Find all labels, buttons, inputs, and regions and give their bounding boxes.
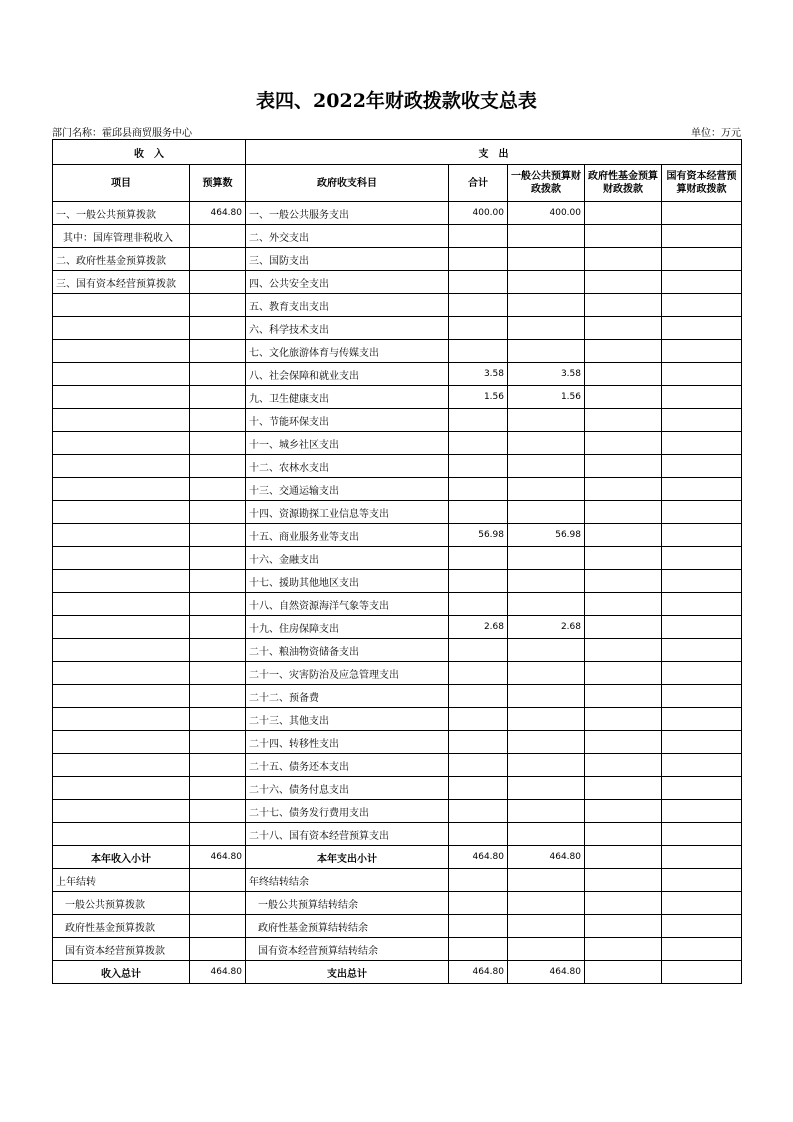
table-row <box>53 547 742 570</box>
expense-total-cell <box>449 478 508 501</box>
expense-fund-cell <box>585 248 662 271</box>
expense-total-cell <box>449 639 508 662</box>
income-item-cell: 三、国有资本经营预算拨款 <box>53 271 190 294</box>
expense-general-cell <box>508 685 585 708</box>
expense-soe-cell <box>662 225 742 248</box>
table-row <box>53 271 742 294</box>
expense-fund-cell <box>585 800 662 823</box>
income-item-cell: 一、一般公共预算拨款 <box>53 202 190 225</box>
expense-general-cell <box>508 478 585 501</box>
expense-total-cell: 56.98 <box>449 524 508 547</box>
carry-expense-general <box>508 938 585 961</box>
income-amount-cell <box>190 685 246 708</box>
income-item-cell <box>53 708 190 731</box>
expense-soe-cell <box>662 409 742 432</box>
table-row <box>53 455 742 478</box>
expense-subject-cell: 二十三、其他支出 <box>246 708 449 731</box>
expense-soe-cell <box>662 202 742 225</box>
income-amount-cell <box>190 363 246 386</box>
income-item-cell <box>53 800 190 823</box>
expense-general-cell: 56.98 <box>508 524 585 547</box>
carry-income-cell: 上年结转 <box>53 869 190 892</box>
expense-general-cell: 2.68 <box>508 616 585 639</box>
expense-fund-cell <box>585 340 662 363</box>
expense-general-cell <box>508 800 585 823</box>
carry-row <box>53 915 742 938</box>
table-row <box>53 731 742 754</box>
table-row <box>53 340 742 363</box>
expense-general-cell <box>508 225 585 248</box>
expense-general-cell <box>508 777 585 800</box>
income-amount-cell <box>190 570 246 593</box>
expense-subject-cell: 二十七、债务发行费用支出 <box>246 800 449 823</box>
expense-general-cell <box>508 455 585 478</box>
carry-expense-total <box>449 915 508 938</box>
carry-row <box>53 938 742 961</box>
expense-total-label: 支出总计 <box>246 961 449 984</box>
carry-expense-general <box>508 892 585 915</box>
expense-fund-cell <box>585 271 662 294</box>
income-amount-cell <box>190 731 246 754</box>
table-row <box>53 593 742 616</box>
expense-general-cell <box>508 271 585 294</box>
carry-expense-cell: 年终结转结余 <box>246 869 449 892</box>
income-total-label: 收入总计 <box>53 961 190 984</box>
expense-total-cell: 1.56 <box>449 386 508 409</box>
expense-total-cell <box>449 731 508 754</box>
income-item-cell <box>53 363 190 386</box>
table-row <box>53 202 742 225</box>
income-item-cell <box>53 340 190 363</box>
expense-total-cell <box>449 248 508 271</box>
expense-fund-cell <box>585 593 662 616</box>
carry-income-cell: 一般公共预算拨款 <box>53 892 190 915</box>
expense-fund-cell <box>585 501 662 524</box>
carry-expense-fund <box>585 892 662 915</box>
expense-total-cell <box>449 501 508 524</box>
income-amount-cell <box>190 317 246 340</box>
table-row <box>53 317 742 340</box>
carry-expense-total <box>449 938 508 961</box>
expense-subject-cell: 十五、商业服务业等支出 <box>246 524 449 547</box>
table-row <box>53 432 742 455</box>
expense-soe-cell <box>662 662 742 685</box>
budget-table <box>52 139 742 984</box>
expense-soe-cell <box>662 432 742 455</box>
income-amount-cell <box>190 593 246 616</box>
expense-soe-cell <box>662 294 742 317</box>
col-header-general: 一般公共预算财政拨款 <box>508 165 585 202</box>
table-row <box>53 754 742 777</box>
expense-subtotal-label: 本年支出小计 <box>246 846 449 869</box>
income-amount-cell <box>190 409 246 432</box>
expense-soe-cell <box>662 685 742 708</box>
expense-subtotal-total: 464.80 <box>449 846 508 869</box>
income-amount-cell <box>190 777 246 800</box>
expense-general-cell <box>508 731 585 754</box>
col-header-gov-subject: 政府收支科目 <box>246 165 449 202</box>
grand-total-row <box>53 961 742 984</box>
expense-fund-cell <box>585 570 662 593</box>
expense-total-cell <box>449 662 508 685</box>
expense-soe-cell <box>662 731 742 754</box>
carry-expense-fund <box>585 869 662 892</box>
income-amount-cell: 464.80 <box>190 202 246 225</box>
carry-income-amount <box>190 892 246 915</box>
col-header-soe: 国有资本经营预算财政拨款 <box>662 165 742 202</box>
expense-total-cell <box>449 225 508 248</box>
expense-soe-cell <box>662 754 742 777</box>
table-row <box>53 501 742 524</box>
expense-soe-cell <box>662 800 742 823</box>
income-item-cell <box>53 409 190 432</box>
income-item-cell <box>53 570 190 593</box>
expense-general-cell <box>508 639 585 662</box>
income-amount-cell <box>190 639 246 662</box>
carry-expense-cell: 一般公共预算结转结余 <box>246 892 449 915</box>
table-row <box>53 294 742 317</box>
expense-general-cell: 3.58 <box>508 363 585 386</box>
expense-general-cell <box>508 248 585 271</box>
expense-subject-cell: 七、文化旅游体育与传媒支出 <box>246 340 449 363</box>
expense-general-cell <box>508 547 585 570</box>
expense-soe-cell <box>662 616 742 639</box>
expense-subject-cell: 三、国防支出 <box>246 248 449 271</box>
expense-fund-cell <box>585 409 662 432</box>
expense-soe-cell <box>662 547 742 570</box>
income-subtotal-label: 本年收入小计 <box>53 846 190 869</box>
expense-total-cell <box>449 409 508 432</box>
expense-soe-cell <box>662 593 742 616</box>
carry-income-amount <box>190 938 246 961</box>
expense-total-fund <box>585 961 662 984</box>
expense-subject-cell: 二十四、转移性支出 <box>246 731 449 754</box>
expense-soe-cell <box>662 363 742 386</box>
carry-expense-general <box>508 915 585 938</box>
expense-soe-cell <box>662 317 742 340</box>
expense-total-cell <box>449 570 508 593</box>
carry-income-amount <box>190 869 246 892</box>
expense-total-cell <box>449 432 508 455</box>
income-amount-cell <box>190 478 246 501</box>
income-amount-cell <box>190 708 246 731</box>
expense-total-cell <box>449 271 508 294</box>
expense-subject-cell: 十二、农林水支出 <box>246 455 449 478</box>
expense-total-cell <box>449 294 508 317</box>
expense-subtotal-fund <box>585 846 662 869</box>
expense-fund-cell <box>585 202 662 225</box>
table-row <box>53 685 742 708</box>
income-item-cell <box>53 639 190 662</box>
expense-total-cell: 400.00 <box>449 202 508 225</box>
income-item-cell <box>53 547 190 570</box>
expense-fund-cell <box>585 432 662 455</box>
expense-total-cell <box>449 708 508 731</box>
expense-fund-cell <box>585 639 662 662</box>
income-item-cell <box>53 731 190 754</box>
income-amount-cell <box>190 248 246 271</box>
table-row <box>53 524 742 547</box>
table-row <box>53 386 742 409</box>
carry-expense-soe <box>662 869 742 892</box>
carry-income-cell: 国有资本经营预算拨款 <box>53 938 190 961</box>
income-amount-cell <box>190 294 246 317</box>
table-row <box>53 708 742 731</box>
income-amount-cell <box>190 501 246 524</box>
expense-subject-cell: 五、教育支出支出 <box>246 294 449 317</box>
income-item-cell <box>53 777 190 800</box>
carry-expense-general <box>508 869 585 892</box>
expense-soe-cell <box>662 639 742 662</box>
expense-total-cell <box>449 800 508 823</box>
expense-total-soe <box>662 961 742 984</box>
expense-soe-cell <box>662 248 742 271</box>
expense-general-cell <box>508 823 585 846</box>
expense-total-cell <box>449 754 508 777</box>
income-item-cell <box>53 317 190 340</box>
income-total-amount: 464.80 <box>190 961 246 984</box>
expense-fund-cell <box>585 294 662 317</box>
expense-general-cell <box>508 662 585 685</box>
expense-general-cell: 1.56 <box>508 386 585 409</box>
expense-fund-cell <box>585 823 662 846</box>
expense-total-cell <box>449 340 508 363</box>
expense-subject-cell: 十、节能环保支出 <box>246 409 449 432</box>
expense-subject-cell: 二十一、灾害防治及应急管理支出 <box>246 662 449 685</box>
income-item-cell <box>53 478 190 501</box>
expense-total-cell: 2.68 <box>449 616 508 639</box>
expense-general-cell <box>508 294 585 317</box>
income-amount-cell <box>190 455 246 478</box>
page-title: 表四、2022年财政拨款收支总表 <box>256 90 537 112</box>
income-item-cell: 二、政府性基金预算拨款 <box>53 248 190 271</box>
expense-fund-cell <box>585 317 662 340</box>
expense-fund-cell <box>585 708 662 731</box>
expense-soe-cell <box>662 570 742 593</box>
expense-total-cell <box>449 823 508 846</box>
expense-fund-cell <box>585 547 662 570</box>
expense-soe-cell <box>662 777 742 800</box>
col-header-item: 项目 <box>53 165 190 202</box>
expense-total-total: 464.80 <box>449 961 508 984</box>
expense-soe-cell <box>662 386 742 409</box>
table-row <box>53 800 742 823</box>
expense-subtotal-soe <box>662 846 742 869</box>
subtotal-row <box>53 846 742 869</box>
expense-soe-cell <box>662 455 742 478</box>
income-item-cell <box>53 524 190 547</box>
carry-expense-soe <box>662 892 742 915</box>
table-row <box>53 570 742 593</box>
carry-expense-cell: 国有资本经营预算结转结余 <box>246 938 449 961</box>
expense-subject-cell: 十四、资源勘探工业信息等支出 <box>246 501 449 524</box>
income-item-cell <box>53 593 190 616</box>
section-header-row <box>53 140 742 165</box>
expense-general-cell <box>508 570 585 593</box>
expense-subject-cell: 二十八、国有资本经营预算支出 <box>246 823 449 846</box>
income-item-cell: 其中：国库管理非税收入 <box>53 225 190 248</box>
income-subtotal-amount: 464.80 <box>190 846 246 869</box>
expense-soe-cell <box>662 823 742 846</box>
expense-subject-cell: 十六、金融支出 <box>246 547 449 570</box>
income-item-cell <box>53 754 190 777</box>
expense-total-cell <box>449 685 508 708</box>
expense-soe-cell <box>662 501 742 524</box>
income-amount-cell <box>190 823 246 846</box>
expense-total-cell <box>449 317 508 340</box>
income-amount-cell <box>190 754 246 777</box>
expense-subject-cell: 四、公共安全支出 <box>246 271 449 294</box>
expense-fund-cell <box>585 225 662 248</box>
income-item-cell <box>53 662 190 685</box>
table-row <box>53 777 742 800</box>
carry-expense-soe <box>662 938 742 961</box>
income-amount-cell <box>190 662 246 685</box>
table-row <box>53 662 742 685</box>
expense-subject-cell: 二十五、债务还本支出 <box>246 754 449 777</box>
carry-income-cell: 政府性基金预算拨款 <box>53 915 190 938</box>
table-row <box>53 616 742 639</box>
expense-fund-cell <box>585 662 662 685</box>
expense-subject-cell: 二十、粮油物资储备支出 <box>246 639 449 662</box>
income-item-cell <box>53 455 190 478</box>
carry-expense-fund <box>585 938 662 961</box>
expense-subject-cell: 二十六、债务付息支出 <box>246 777 449 800</box>
department-name: 部门名称：霍邱县商贸服务中心 <box>52 128 192 139</box>
expense-subject-cell: 十八、自然资源海洋气象等支出 <box>246 593 449 616</box>
carry-expense-total <box>449 869 508 892</box>
expense-total-cell <box>449 593 508 616</box>
expense-general-cell <box>508 432 585 455</box>
income-amount-cell <box>190 386 246 409</box>
expense-fund-cell <box>585 363 662 386</box>
expense-general-cell <box>508 409 585 432</box>
expense-subject-cell: 十九、住房保障支出 <box>246 616 449 639</box>
table-row <box>53 478 742 501</box>
expense-fund-cell <box>585 777 662 800</box>
expense-total-cell <box>449 777 508 800</box>
income-item-cell <box>53 432 190 455</box>
expense-total-cell <box>449 547 508 570</box>
carry-row <box>53 869 742 892</box>
expense-subject-cell: 十三、交通运输支出 <box>246 478 449 501</box>
carry-row <box>53 892 742 915</box>
income-item-cell <box>53 501 190 524</box>
expense-subject-cell: 十七、援助其他地区支出 <box>246 570 449 593</box>
income-amount-cell <box>190 340 246 363</box>
expense-general-cell <box>508 501 585 524</box>
expense-soe-cell <box>662 708 742 731</box>
expense-fund-cell <box>585 616 662 639</box>
table-row <box>53 639 742 662</box>
income-item-cell <box>53 823 190 846</box>
expense-fund-cell <box>585 455 662 478</box>
expense-fund-cell <box>585 524 662 547</box>
carry-expense-soe <box>662 915 742 938</box>
table-row <box>53 248 742 271</box>
expense-general-cell <box>508 593 585 616</box>
income-item-cell <box>53 685 190 708</box>
income-amount-cell <box>190 225 246 248</box>
income-amount-cell <box>190 616 246 639</box>
expense-total-cell <box>449 455 508 478</box>
income-amount-cell <box>190 524 246 547</box>
expense-fund-cell <box>585 731 662 754</box>
table-row <box>53 225 742 248</box>
carry-expense-cell: 政府性基金预算结转结余 <box>246 915 449 938</box>
column-header-row <box>53 165 742 202</box>
income-amount-cell <box>190 432 246 455</box>
income-item-cell <box>53 616 190 639</box>
unit-label: 单位：万元 <box>691 128 741 139</box>
expense-subject-cell: 二、外交支出 <box>246 225 449 248</box>
expense-general-cell <box>508 317 585 340</box>
col-header-fund: 政府性基金预算财政拨款 <box>585 165 662 202</box>
carry-expense-total <box>449 892 508 915</box>
expense-subtotal-general: 464.80 <box>508 846 585 869</box>
expense-general-cell <box>508 340 585 363</box>
income-amount-cell <box>190 800 246 823</box>
col-header-budget: 预算数 <box>190 165 246 202</box>
expense-section-header: 支 出 <box>246 140 742 165</box>
income-section-header: 收 入 <box>53 140 246 165</box>
expense-general-cell: 400.00 <box>508 202 585 225</box>
carry-expense-fund <box>585 915 662 938</box>
carry-income-amount <box>190 915 246 938</box>
expense-total-general: 464.80 <box>508 961 585 984</box>
expense-subject-cell: 十一、城乡社区支出 <box>246 432 449 455</box>
expense-general-cell <box>508 754 585 777</box>
income-amount-cell <box>190 271 246 294</box>
table-row <box>53 823 742 846</box>
income-item-cell <box>53 294 190 317</box>
expense-fund-cell <box>585 386 662 409</box>
expense-subject-cell: 二十二、预备费 <box>246 685 449 708</box>
expense-subject-cell: 九、卫生健康支出 <box>246 386 449 409</box>
col-header-total: 合计 <box>449 165 508 202</box>
expense-general-cell <box>508 708 585 731</box>
expense-soe-cell <box>662 340 742 363</box>
table-row <box>53 363 742 386</box>
expense-fund-cell <box>585 478 662 501</box>
expense-subject-cell: 六、科学技术支出 <box>246 317 449 340</box>
expense-soe-cell <box>662 271 742 294</box>
expense-fund-cell <box>585 754 662 777</box>
expense-subject-cell: 一、一般公共服务支出 <box>246 202 449 225</box>
expense-subject-cell: 八、社会保障和就业支出 <box>246 363 449 386</box>
income-amount-cell <box>190 547 246 570</box>
expense-total-cell: 3.58 <box>449 363 508 386</box>
table-row <box>53 409 742 432</box>
expense-soe-cell <box>662 524 742 547</box>
expense-soe-cell <box>662 478 742 501</box>
income-item-cell <box>53 386 190 409</box>
expense-fund-cell <box>585 685 662 708</box>
